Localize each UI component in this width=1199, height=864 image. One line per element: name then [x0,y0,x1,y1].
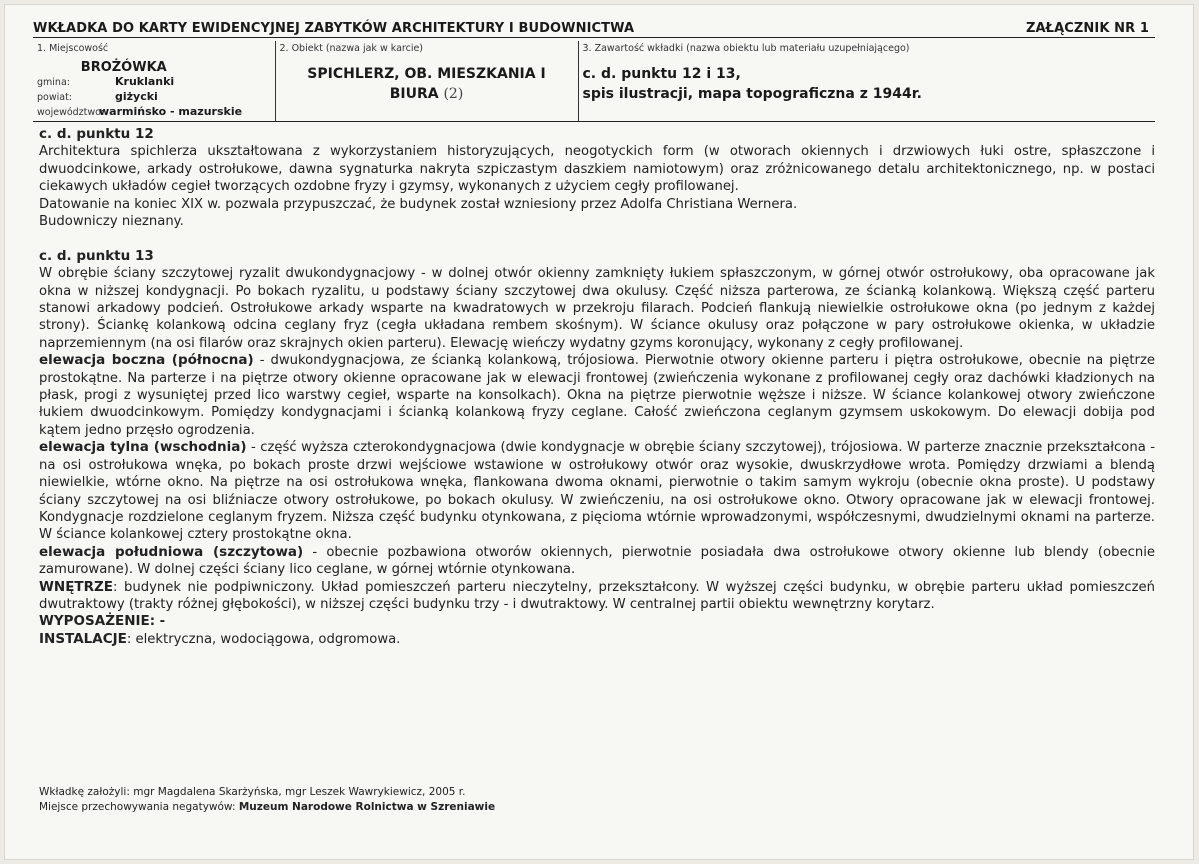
side-elevation-text: - dwukondygnacjowa, ze ścianką kolankową, trójosiowa. Pierwotnie otwory okienne parteru i piętra ostrołukowe, obecnie na piętrze prostokątne. Na parterze i na piętrze otwory okienne opracowane jak w elewacji frontowej (zwieńczenia wykonane z profilowanej cegły oraz dachówki kładzionych na płask, progi z wysuniętej przed lico warstwy cegieł, wsparte na konsolkach). Okna na piętrze pierwotnie węższe i niższe. W ściance kolankowej otwory zwieńczone łukiem dwuodcinkowym. Pomiędzy kondygnacjami i ścianką kolankową fryzy ceglane. Całość zwieńczona ceglanym gzymsem uskokowym. Do elewacji dobija pod kątem jedno przęsło ogrodzenia. [39,353,1155,438]
section-12-paragraph-2: Datowanie na koniec XIX w. pozwala przypuszczać, że budynek został wzniesiony przez Adolfa Christiana Wernera. [39,196,798,212]
gmina-row [37,75,271,90]
object-handwritten-note: (2) [443,86,464,102]
south-elevation-label: elewacja południowa (szczytowa) [39,543,304,560]
storage-line [39,800,495,815]
storage-label: Miejsce przechowywania negatywów: [39,801,239,813]
installations-text: : elektryczna, wodociągowa, odgromowa. [126,631,401,647]
storage-value: Muzeum Narodowe Rolnictwa w Szreniawie [238,801,496,813]
document-footer [39,785,495,815]
content-line2: spis ilustracji, mapa topograficzna z 1944r. [582,86,922,102]
rear-elevation-label: elewacja tylna (wschodnia) [39,439,247,456]
section-13-title: c. d. punktu 13 [39,247,154,264]
content-cell [578,41,1155,122]
powiat-value: giżycki [115,90,158,103]
side-elevation-label: elewacja boczna (północna) [39,352,254,369]
location-cell [33,41,275,122]
powiat-row [37,90,271,105]
installations-paragraph [39,631,1155,648]
south-elevation-text: - obecnie pozbawiona otworów okiennych, pierwotnie posiadała dwa ostrołukowe otwory okienne lub blendy (obecnie zamurowane). W dolnej części ściany lico ceglane, w górnej wtórnie otynkowana. [39,544,1155,578]
object-name [280,64,574,104]
rear-elevation-paragraph [39,439,1155,543]
side-elevation-paragraph [39,352,1155,439]
section-12-paragraph-1: Architektura spichlerza ukształtowana z wykorzystaniem historyzujących, neogotyckich form (w otworach okiennych i drzwiowych łuki ostre, spłaszczone i dwuodcinkowe, arkady ostrołukowe, dawna sygnaturka nakryta szpiczastym daszkiem namiotowym) oraz zróżnicowanego detalu architektonicznego, np. w postaci ciekawych układów cegieł tworzących ozdobne fryzy i gzymsy, wykonanych z użyciem cegły profilowanej. [39,144,1155,195]
section-12-paragraph-3: Budowniczy nieznany. [39,214,184,230]
info-grid [33,41,1155,122]
powiat-label: powiat: [37,92,72,103]
document-sheet [4,4,1194,860]
content-label: 3. Zawartość wkładki (nazwa obiektu lub materiału uzupełniającego) [582,43,910,54]
voivodeship-row [37,105,271,120]
gmina-label: gmina: [37,77,70,88]
equipment-text: : - [149,614,166,630]
location-name: BROŻÓWKA [80,60,167,75]
section-13-paragraph-1: W obrębie ściany szczytowej ryzalit dwukondygnacjowy - w dolnej otwór okienny zamknięty łukiem spłaszczonym, w górnej otwór ostrołukowy, oba opracowane jak okna w niższej kondygnacji. Po bokach ryzalitu, u podstawy ściany szczytowej dwa okulusy. Część niższa parterowa, ze ścianką kolankową. Większą część parteru stanowi arkadowy podcień. Ostrołukowe arkady wsparte na kwadratowych w przekroju filarach. Podcień flankują niewielkie ostrołukowe okna (po jednym z każdej strony). Ściankę kolankową odcina ceglany fryz (cegła układana rembem skośnym). W ściance okulusy oraz połączone w pary ostrołukowe okienka, w układzie naprzemiennym (na osi filarów oraz skrajnych okien parteru). Elewację wieńczy wydatny gzyms koronujący, wykonany z cegły profilowanej. [39,266,1155,351]
voivodeship-label: województwo: [37,107,105,118]
object-cell [275,41,578,122]
south-elevation-paragraph [39,544,1155,579]
content-line1: c. d. punktu 12 i 13, [582,66,741,82]
authors-line: Wkładkę założyli: mgr Magdalena Skarżyńska, mgr Leszek Wawrykiewicz, 2005 r. [39,786,466,798]
location-label: 1. Miejscowość [37,43,109,54]
annex-label: ZAŁĄCZNIK NR 1 [1025,21,1149,36]
document-body [39,126,1155,648]
interior-label: WNĘTRZE [39,578,114,595]
gmina-value: Kruklanki [115,75,175,88]
interior-text: : budynek nie podpiwniczony. Układ pomieszczeń parteru nieczytelny, przekształcony. W wyższej części budynku, w obrębie parteru układ pomieszczeń dwutraktowy (trakty różnej głębokości), w niższej części budynku trzy - i dwutraktowy. W centralnej partii obiektu wewnętrzny korytarz. [39,579,1155,612]
equipment-label: WYPOSAŻENIE [39,613,150,630]
content-description [583,64,1152,104]
object-name-line2: BIURA [389,86,439,102]
section-12-title: c. d. punktu 12 [39,126,154,142]
voivodeship-value: warmińsko - mazurskie [99,105,243,118]
document-header [33,21,1155,38]
rear-elevation-text: - część wyższa czterokondygnacjowa (dwie kondygnacje w obrębie ściany szczytowej), trójosiowa. W parterze znacznie przekształcona - na osi ostrołukowa wnęka, po bokach proste drzwi wejściowe wstawione w ostrołukowy otwór oraz wysokie, dwuskrzydłowe wrota. Pomiędzy drzwiami a blendą niewielkie, wtórne okno. Na piętrze na osi ostrołukowa wnęka, flankowana dwoma oknami, pierwotnie o takim samym wykroju (obecnie okna proste). U podstawy ściany szczytowej na osi bliźniacze otwory ostrołukowe, po bokach okulusy. W zwieńczeniu, na osi ostrołukowe okno. Otwory opracowane jak w elewacji frontowej. Kondygnacje rozdzielone ceglanym fryzem. Niższa część budynku otynkowana, z pięcioma wtórnie wprowadzonymi, współczesnymi, dwudzielnymi oknami na parterze. W ściance kolankowej cztery prostokątne okna. [39,440,1155,543]
object-label: 2. Obiekt (nazwa jak w karcie) [279,43,424,54]
document-title: WKŁADKA DO KARTY EWIDENCYJNEJ ZABYTKÓW ARCHITEKTURY I BUDOWNICTWA [33,21,635,36]
interior-paragraph [39,579,1155,614]
installations-label: INSTALACJE [39,630,127,647]
equipment-paragraph [39,613,1155,630]
object-name-line1: SPICHLERZ, OB. MIESZKANIA I [307,66,546,82]
